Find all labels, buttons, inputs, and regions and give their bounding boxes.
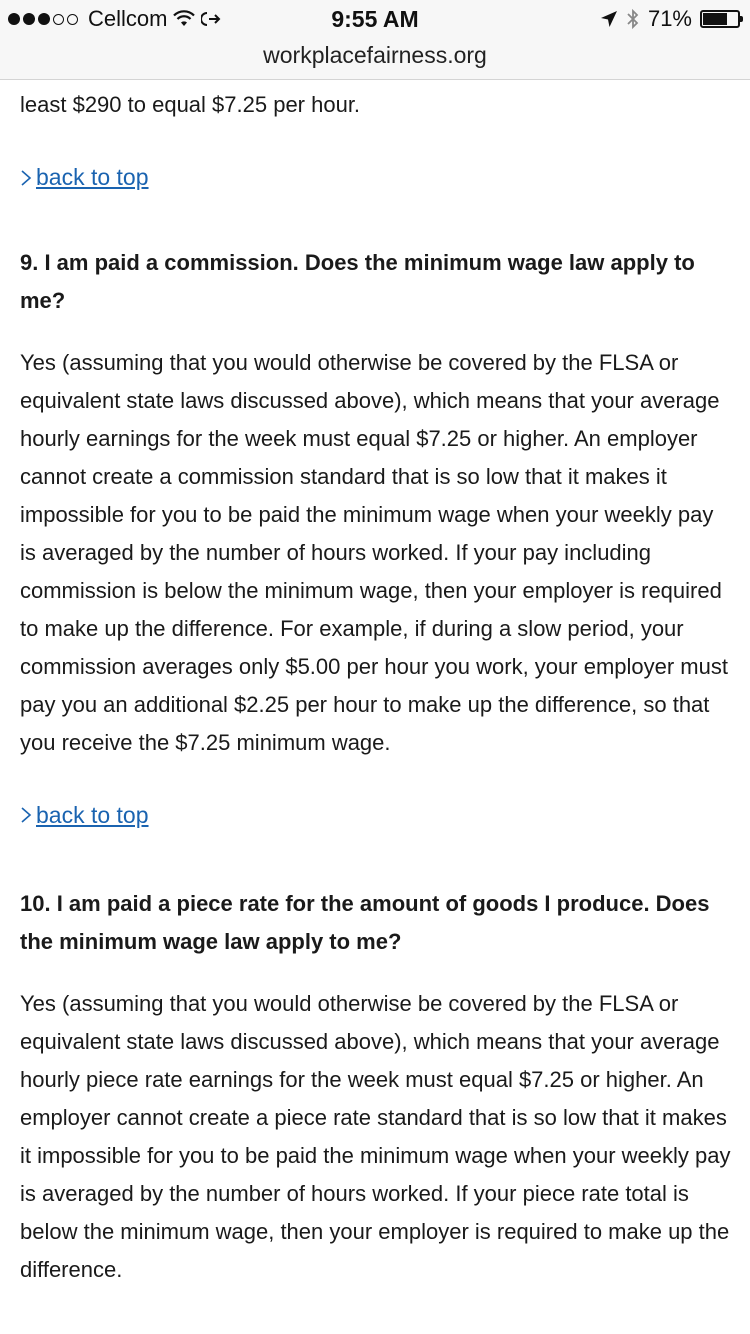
faq-answer-9: Yes (assuming that you would otherwise be covered by the FLSA or equivalent state laws discussed above), which means that your average hourly earnings for the week must equal $7.25 or higher. An employer cannot create a commission standard that is so low that it makes it impossible for you to be paid the minimum wage when your weekly pay is averaged by the number of hours worked. If your pay including commission is below the minimum wage, then your employer is required to make up the difference. For example, if during a slow period, your commission averages only $5.00 per hour you work, your employer must pay you an additional $2.25 per hour to make up the difference, so that you receive the $7.25 minimum wage.: [20, 349, 728, 755]
chevron-right-icon: [20, 806, 32, 824]
status-right: [600, 6, 740, 32]
battery-icon: [700, 10, 740, 28]
chevron-right-icon: [20, 169, 32, 187]
status-bar: [0, 0, 750, 40]
location-arrow-icon: [600, 10, 618, 28]
back-to-top-label: back to top: [36, 801, 149, 828]
battery-fill: [703, 13, 727, 25]
clock: 9:55 AM: [331, 6, 419, 32]
back-to-top-link[interactable]: [20, 802, 149, 829]
url-text: workplacefairness.org: [263, 42, 487, 68]
faq-question-9: 9. I am paid a commission. Does the minimum wage law apply to me?: [20, 249, 695, 313]
article-content: [20, 80, 732, 1289]
battery-percent: 71%: [647, 6, 692, 31]
back-to-top-label: back to top: [36, 164, 149, 190]
bluetooth-icon: [626, 8, 640, 30]
partial-paragraph: least $290 to equal $7.25 per hour.: [20, 92, 361, 117]
back-to-top-link[interactable]: [20, 164, 149, 191]
faq-question-10: 10. I am paid a piece rate for the amount of goods I produce. Does the minimum wage law apply to me?: [20, 891, 710, 954]
faq-answer-10: Yes (assuming that you would otherwise be covered by the FLSA or equivalent state laws discussed above), which means that your average hourly piece rate earnings for the week must equal $7.25 or higher. An employer cannot create a piece rate standard that is so low that it makes it impossible for you to be paid the minimum wage when your weekly pay is averaged by the number of hours worked. If your piece rate total is below the minimum wage, then your employer is required to make up the difference.: [20, 991, 731, 1282]
carrier-name: Cellcom: [88, 6, 168, 31]
address-bar[interactable]: [0, 40, 750, 80]
